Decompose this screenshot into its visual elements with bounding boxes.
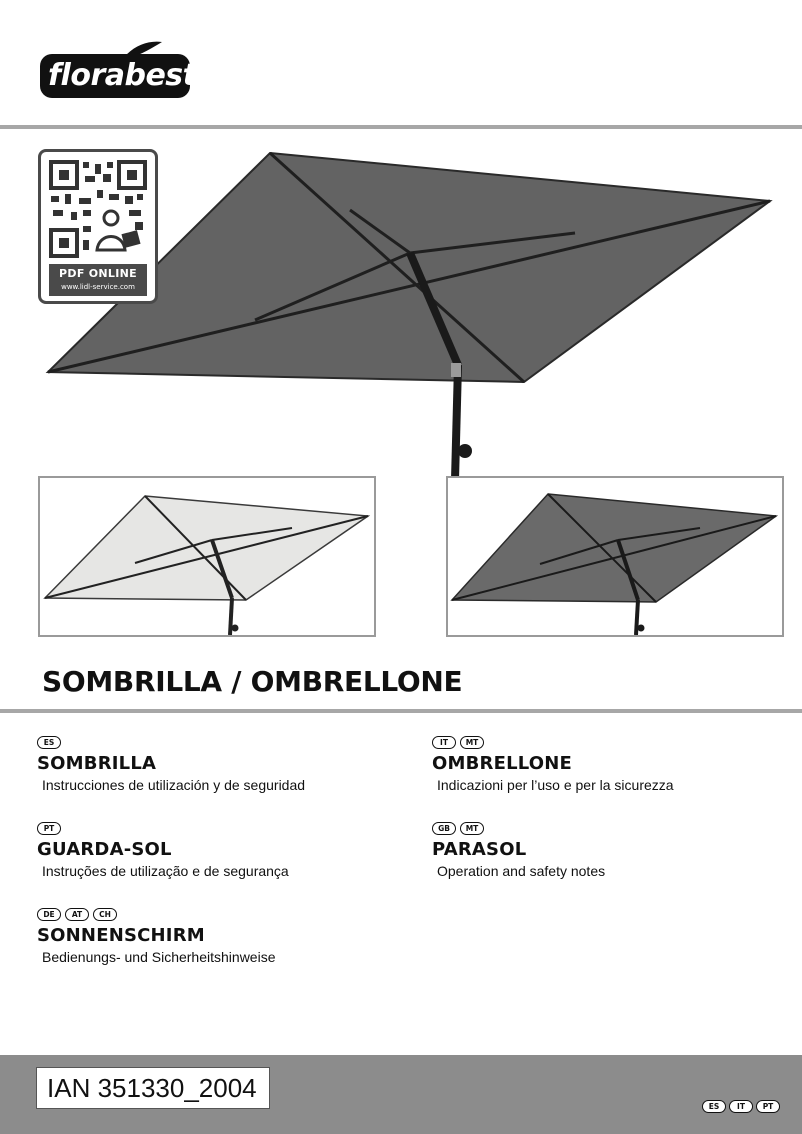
country-badge: AT [65, 908, 89, 921]
light-umbrella-image [40, 478, 374, 635]
lang-block-gb [432, 822, 605, 880]
qr-code-icon [49, 160, 147, 260]
title-divider [0, 709, 802, 713]
country-badges [37, 822, 289, 836]
lang-block-pt [37, 822, 289, 880]
country-badge: CH [93, 908, 117, 921]
country-badge: MT [460, 822, 484, 835]
lang-subtitle: Bedienungs- und Sicherheitshinweise [42, 949, 276, 965]
country-badges [37, 736, 305, 750]
pdf-online-text: PDF ONLINE [59, 267, 137, 280]
country-badge: PT [37, 822, 61, 835]
top-divider [0, 125, 802, 129]
country-badge: ES [37, 736, 61, 749]
country-badge: IT [432, 736, 456, 749]
dark-umbrella-image [448, 478, 782, 635]
lang-block-de [37, 908, 275, 966]
main-title: SOMBRILLA / OMBRELLONE [42, 665, 463, 698]
lang-subtitle: Instruções de utilização e de segurança [42, 863, 289, 879]
country-badge: ES [702, 1100, 726, 1113]
lang-heading: SOMBRILLA [37, 753, 157, 774]
umbrella-thumbnail-dark [446, 476, 784, 637]
country-badge: MT [460, 736, 484, 749]
umbrella-thumbnail-light [38, 476, 376, 637]
pdf-online-label [49, 264, 147, 296]
florabest-logo [40, 40, 197, 100]
country-badges [432, 736, 674, 750]
country-badge: DE [37, 908, 61, 921]
country-badges [37, 908, 275, 922]
lang-heading: OMBRELLONE [432, 753, 573, 774]
lang-heading: SONNENSCHIRM [37, 925, 205, 946]
lang-block-es [37, 736, 305, 794]
country-badge: GB [432, 822, 456, 835]
logo-text: florabest [48, 58, 197, 93]
lang-block-it [432, 736, 674, 794]
lang-subtitle: Indicazioni per l’uso e per la sicurezza [437, 777, 674, 793]
country-badge: IT [729, 1100, 753, 1113]
lang-heading: GUARDA-SOL [37, 839, 172, 860]
lang-subtitle: Operation and safety notes [437, 863, 606, 879]
country-badge: PT [756, 1100, 780, 1113]
country-badges [432, 822, 605, 836]
ian-number: IAN 351330_2004 [36, 1067, 270, 1109]
lidl-service-url: www.lidl-service.com [61, 283, 135, 291]
footer-country-badges [702, 1100, 780, 1113]
lang-heading: PARASOL [432, 839, 527, 860]
lang-subtitle: Instrucciones de utilización y de seguridad [42, 777, 306, 793]
qr-code-panel[interactable] [38, 149, 158, 304]
